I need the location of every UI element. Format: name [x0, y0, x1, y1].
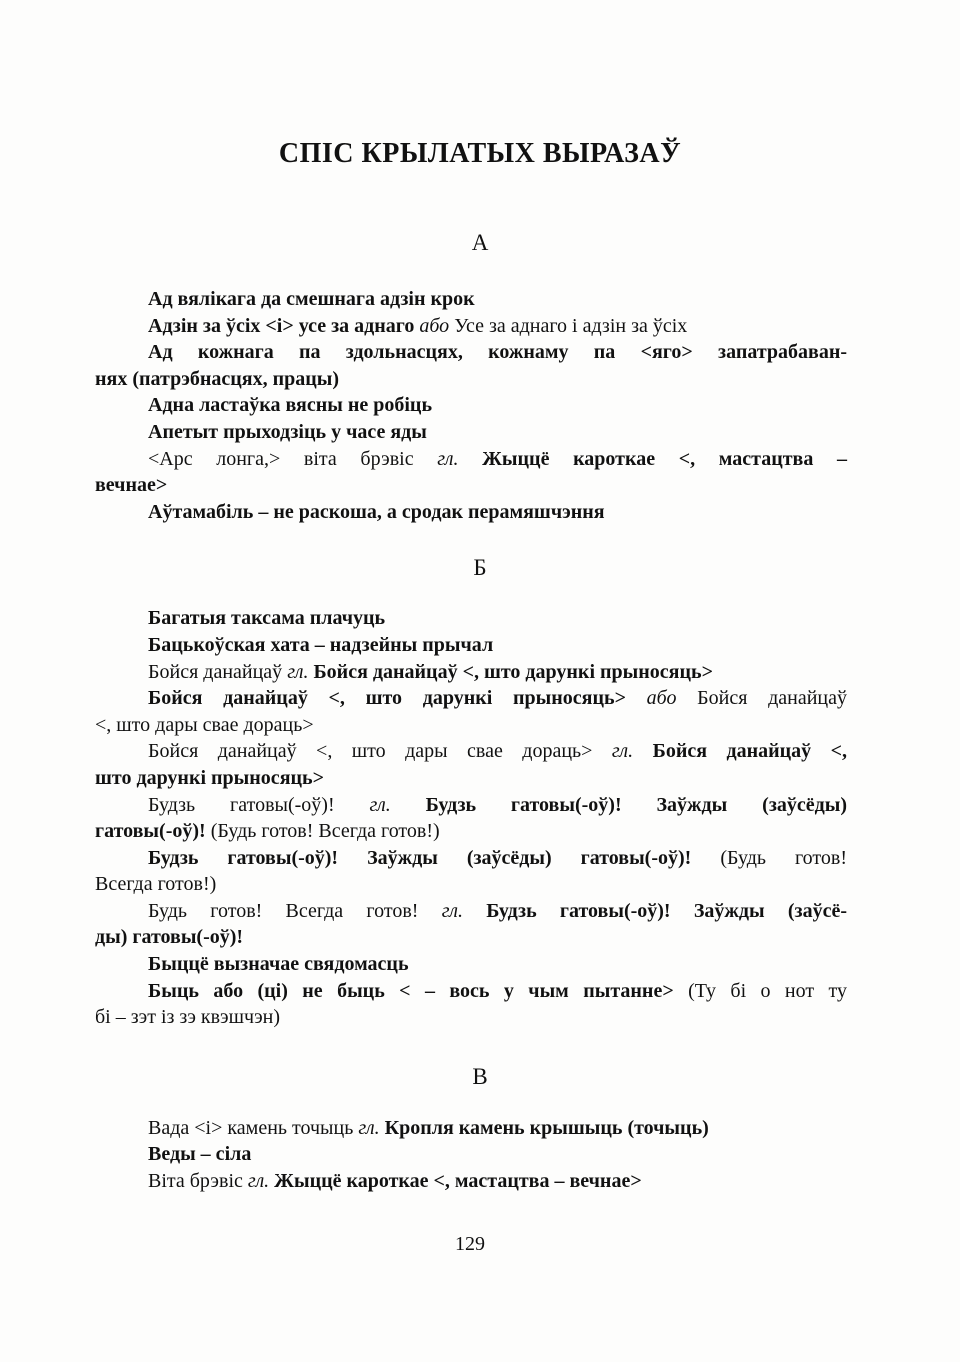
text-segment-bold: Багатыя таксама плачуць — [148, 607, 386, 630]
text-segment-regular: Усе за аднаго і адзін за ўсіх — [449, 314, 688, 337]
text-line — [95, 712, 847, 739]
text-segment-regular: (Будь готов! Всегда готов!) — [210, 820, 440, 843]
text-segment-regular: Всегда готов!) — [95, 873, 217, 896]
section-letter: Б — [473, 555, 487, 581]
text-segment-bold: Бацькоўская хата – надзейны прычал — [148, 633, 494, 656]
text-segment-bold: гатовы(-оў)! — [95, 820, 211, 843]
text-segment-regular: Віта брэвіс — [148, 1170, 248, 1193]
text-segment-regular: <, што дары свае дораць> — [95, 713, 314, 736]
text-segment-bold: нях (патрэбнасцях, працы) — [95, 367, 340, 390]
section-letter: А — [471, 230, 489, 255]
text-segment-bold: ды) гатовы(-оў)! — [95, 926, 244, 949]
text-segment-bold: Будзь гатовы(-оў)! Заўжды (заўсёды) — [390, 793, 847, 816]
text-line — [95, 818, 847, 845]
text-segment-regular: (Будь готов! — [720, 846, 847, 869]
text-segment-italic: або — [646, 687, 677, 710]
text-line — [95, 978, 847, 1005]
text-line — [95, 1141, 847, 1168]
section-entries — [95, 1115, 847, 1195]
text-segment-regular: (Ту бі о нот ту — [688, 979, 847, 1002]
text-segment-bold: Адзін за ўсіх <і> усе за аднаго — [148, 314, 420, 337]
text-segment-italic: гл. — [437, 447, 459, 470]
text-segment-italic: гл. — [611, 740, 634, 763]
text-line — [95, 339, 847, 366]
text-segment-bold: Бойся данайцаў <, што дарункі прыносяць> — [308, 660, 713, 683]
page-number: 129 — [455, 1233, 485, 1255]
text-line — [95, 313, 847, 340]
text-segment-bold: Аўтамабіль – не раскоша, а сродак перамяшчэння — [148, 500, 605, 523]
section-entries — [95, 605, 847, 1031]
text-line — [95, 1115, 847, 1142]
text-segment-regular: Бойся данайцаў — [676, 687, 848, 710]
text-line — [95, 924, 847, 951]
text-line — [95, 366, 847, 393]
text-segment-italic: гл. — [441, 899, 463, 922]
text-line — [95, 446, 847, 473]
text-segment-bold: Апетыт прыходзіць у часе яды — [148, 420, 427, 443]
text-line — [95, 792, 847, 819]
text-segment-bold: Быць або (ці) не быць < – вось у чым пытанне> — [148, 979, 689, 1002]
text-segment-regular: <Арс лонга,> віта брэвіс — [148, 447, 438, 470]
text-line — [95, 765, 847, 792]
text-line — [95, 951, 847, 978]
text-segment-italic: гл. — [247, 1170, 270, 1193]
text-segment-bold: Жыццё кароткае <, мастацтва – — [458, 447, 847, 470]
text-line — [95, 632, 847, 659]
text-segment-bold: Будзь гатовы(-оў)! Заўжды (заўсё- — [462, 899, 847, 922]
text-segment-regular: Будь готов! Всегда готов! — [148, 899, 442, 922]
text-segment-regular: бі – зэт із зэ квэшчэн) — [95, 1006, 281, 1029]
text-segment-bold: Ад вялікага да смешнага адзін крок — [148, 288, 475, 310]
section-Б — [0, 553, 960, 1031]
text-segment-bold: Бойся данайцаў <, — [633, 740, 848, 763]
sections-container — [0, 228, 960, 1195]
text-segment-bold: Веды – сіла — [148, 1143, 252, 1166]
text-line — [95, 605, 847, 632]
text-segment-bold: Бойся данайцаў <, што дарункі прыносяць> — [148, 687, 647, 710]
text-segment-bold: Будзь гатовы(-оў)! Заўжды (заўсёды) гатовы(-оў)! — [148, 846, 721, 869]
text-segment-italic: гл. — [369, 793, 391, 816]
text-line — [95, 419, 847, 446]
text-line — [95, 286, 847, 313]
page-title: СПІС КРЫЛАТЫХ ВЫРАЗАЎ — [278, 138, 682, 169]
text-line — [95, 659, 847, 686]
text-line — [95, 738, 847, 765]
section-entries — [95, 286, 847, 525]
text-segment-regular: Бойся данайцаў — [148, 660, 288, 683]
text-segment-italic: гл. — [358, 1116, 380, 1139]
text-segment-regular: Будзь гатовы(-оў)! — [148, 793, 370, 816]
text-segment-bold: вечнае> — [95, 474, 168, 497]
text-segment-italic: гл. — [287, 660, 309, 683]
text-line — [95, 392, 847, 419]
text-segment-bold: Жыццё кароткае <, мастацтва – вечнае> — [269, 1170, 642, 1193]
text-line — [95, 685, 847, 712]
text-line — [95, 845, 847, 872]
text-line — [95, 472, 847, 499]
section-А — [0, 228, 960, 525]
text-segment-bold: Быццё вызначае свядомасць — [148, 953, 409, 976]
text-segment-italic: або — [419, 314, 450, 337]
text-line — [95, 1004, 847, 1031]
text-segment-regular: Вада <і> камень точыць — [148, 1116, 359, 1139]
text-segment-bold: Ад кожнага па здольнасцях, кожнаму па <яго> запатрабаван- — [148, 341, 847, 364]
section-В — [0, 1062, 960, 1195]
text-line — [95, 898, 847, 925]
text-segment-bold: Кропля камень крышыць (точыць) — [379, 1116, 709, 1139]
text-line — [95, 871, 847, 898]
text-line — [95, 499, 847, 526]
text-segment-bold: што дарункі прыносяць> — [95, 766, 325, 789]
text-segment-regular: Бойся данайцаў <, што дары свае дораць> — [148, 740, 612, 763]
text-segment-bold: Адна ластаўка вясны не робіць — [148, 394, 433, 417]
section-letter: В — [472, 1063, 488, 1089]
text-line — [95, 1168, 847, 1195]
